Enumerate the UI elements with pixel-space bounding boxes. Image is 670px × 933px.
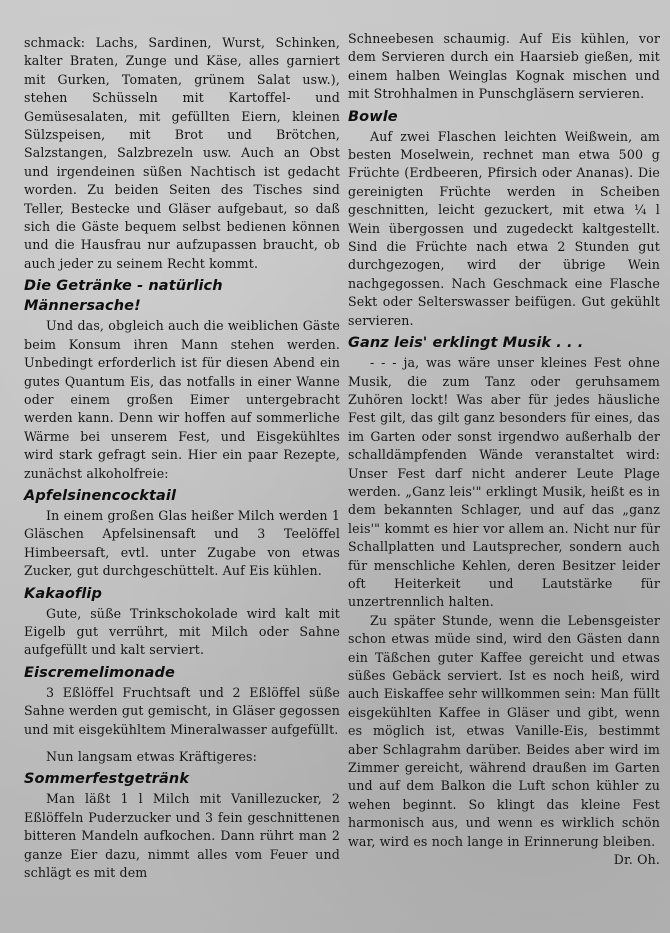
right-column bbox=[348, 30, 660, 869]
intro-paragraph: schmack: Lachs, Sardinen, Wurst, Schinken, kalter Braten, Zunge und Käse, alles garniert mit Gurken, Tomaten, grünem Salat usw.), stehen Schüsseln mit Kartoffel- und Gemüsesalaten, mit gefüllten Eiern, kleinen Sülzspeisen, mit Brot und Brötchen, Salzstangen, Salzbrezeln usw. Auch an Obst und irgendeinen süßen Nachtisch ist gedacht worden. Zu beiden Seiten des Tisches sind Teller, Bestecke und Gläser aufgebaut, so daß sich die Gäste bequem selbst bedienen können und die Hausfrau nur aufzupassen braucht, ob auch jeder zu seinem Recht kommt. bbox=[24, 35, 340, 271]
getraenke-paragraph: Und das, obgleich auch die weiblichen Gäste beim Konsum ihren Mann stehen werden. Unbedingt erforderlich ist für diesen Abend ein gutes Quantum Eis, das notfalls in einer Wanne oder einem großen Eimer untergebracht werden kann. Denn wir hoffen auf sommerliche Wärme bei unserem Fest, und Eisgekühltes wird stark gefragt sein. Hier ein paar Rezepte, zunächst alkoholfreie: bbox=[24, 318, 340, 481]
bowle-paragraph: Auf zwei Flaschen leichten Weißwein, am besten Moselwein, rechnet man etwa 500 g Früchte (Erdbeeren, Pfirsich oder Ananas). Die gereinigten Früchte werden in Scheiben geschnitten, leicht gezuckert, mit etwa ¼ l Wein übergossen und zugedeckt kaltgestellt. Sind die Früchte nach etwa 2 Stunden gut durchgezogen, wird der übrige Wein nachgegossen. Nach Geschmack eine Flasche Sekt oder Selterswasser beifügen. Gut gekühlt servieren. bbox=[348, 128, 660, 328]
kakaoflip-paragraph: Gute, süße Trinkschokolade wird kalt mit Eigelb gut verrührt, mit Milch oder Sahne aufgefüllt und kalt serviert. bbox=[24, 605, 340, 658]
heading-sommerfestgetraenk: Sommerfestgetränk bbox=[24, 771, 190, 788]
eiscremelimonade-paragraph: 3 Eßlöffel Fruchtsaft und 2 Eßlöffel süße Sahne werden gut gemischt, in Gläser gegossen und mit eisgekühltem Mineralwasser aufgefüllt. bbox=[24, 684, 340, 737]
kraeftigeres-line: Nun langsam etwas Kräftigeres: bbox=[46, 749, 258, 764]
heading-musik: Ganz leis' erklingt Musik . . . bbox=[348, 335, 584, 352]
continuation-paragraph: Schneebesen schaumig. Auf Eis kühlen, vor dem Servieren durch ein Haarsieb gießen, mit einem halben Weinglas Kognak mischen und mit Strohhalmen in Punschgläsern servieren. bbox=[348, 31, 660, 102]
heading-kakaoflip: Kakaoflip bbox=[24, 585, 102, 602]
musik-paragraph-1: - - - ja, was wäre unser kleines Fest ohne Musik, die zum Tanz oder geruhsamem Zuhören lockt! Was aber für jedes häusliche Fest gilt, das gilt ganz besonders für eines, das im Garten oder sonst irgendwo außerhalb der schalldämpfenden Wände veranstaltet wird: Unser Fest darf nicht anderer Leute Plage werden. „Ganz leis'" erklingt Musik, heißt es in dem bekannten Schlager, und auf das „ganz leis'" kommt es hier vor allem an. Nicht nur für Schallplatten und Lautsprecher, sondern auch für menschliche Kehlen, deren Besitzer leider oft Heiterkeit und Lautstärke für unzertrennlich halten. bbox=[348, 355, 660, 610]
left-column bbox=[24, 34, 340, 882]
heading-apfelsinencocktail: Apfelsinencocktail bbox=[24, 487, 177, 504]
heading-getraenke: Die Getränke - natürlich Männersache! bbox=[24, 278, 223, 315]
apfelsinencocktail-paragraph: In einem großen Glas heißer Milch werden 1 Gläschen Apfelsinensaft und 3 Teelöffel Himbeersaft, evtl. unter Zugabe von etwas Zucker, gut durchgeschüttelt. Auf Eis kühlen. bbox=[24, 507, 340, 579]
heading-bowle: Bowle bbox=[348, 108, 398, 125]
heading-eiscremelimonade: Eiscremelimonade bbox=[24, 664, 175, 681]
sommerfestgetraenk-paragraph: Man läßt 1 l Milch mit Vanillezucker, 2 Eßlöffeln Puderzucker und 3 fein geschnittenen bitteren Mandeln aufkochen. Dann rührt man 2 ganze Eier dazu, nimmt alles vom Feuer und schlägt es mit dem bbox=[24, 791, 340, 881]
author-signature: Dr. Oh. bbox=[613, 852, 660, 868]
musik-paragraph-2: Zu später Stunde, wenn die Lebensgeister schon etwas müde sind, wird den Gästen dann ein Täßchen guter Kaffee gereicht und etwas süßes Gebäck serviert. Ist es noch heiß, wird auch Eiskaffee sehr willkommen sein: Man füllt eisgekühlten Kaffee in Gläser und gibt, wenn es möglich ist, etwas Vanille-Eis, bestimmt aber Schlagrahm darüber. Beides aber wird im Zimmer gereicht, während draußen im Garten und auf dem Balkon die Luft schon kühler zu wehen beginnt. So klingt das kleine Fest harmonisch aus, und wenn es wirklich schön war, wird es noch lange in Erinnerung bleiben. bbox=[348, 612, 660, 849]
